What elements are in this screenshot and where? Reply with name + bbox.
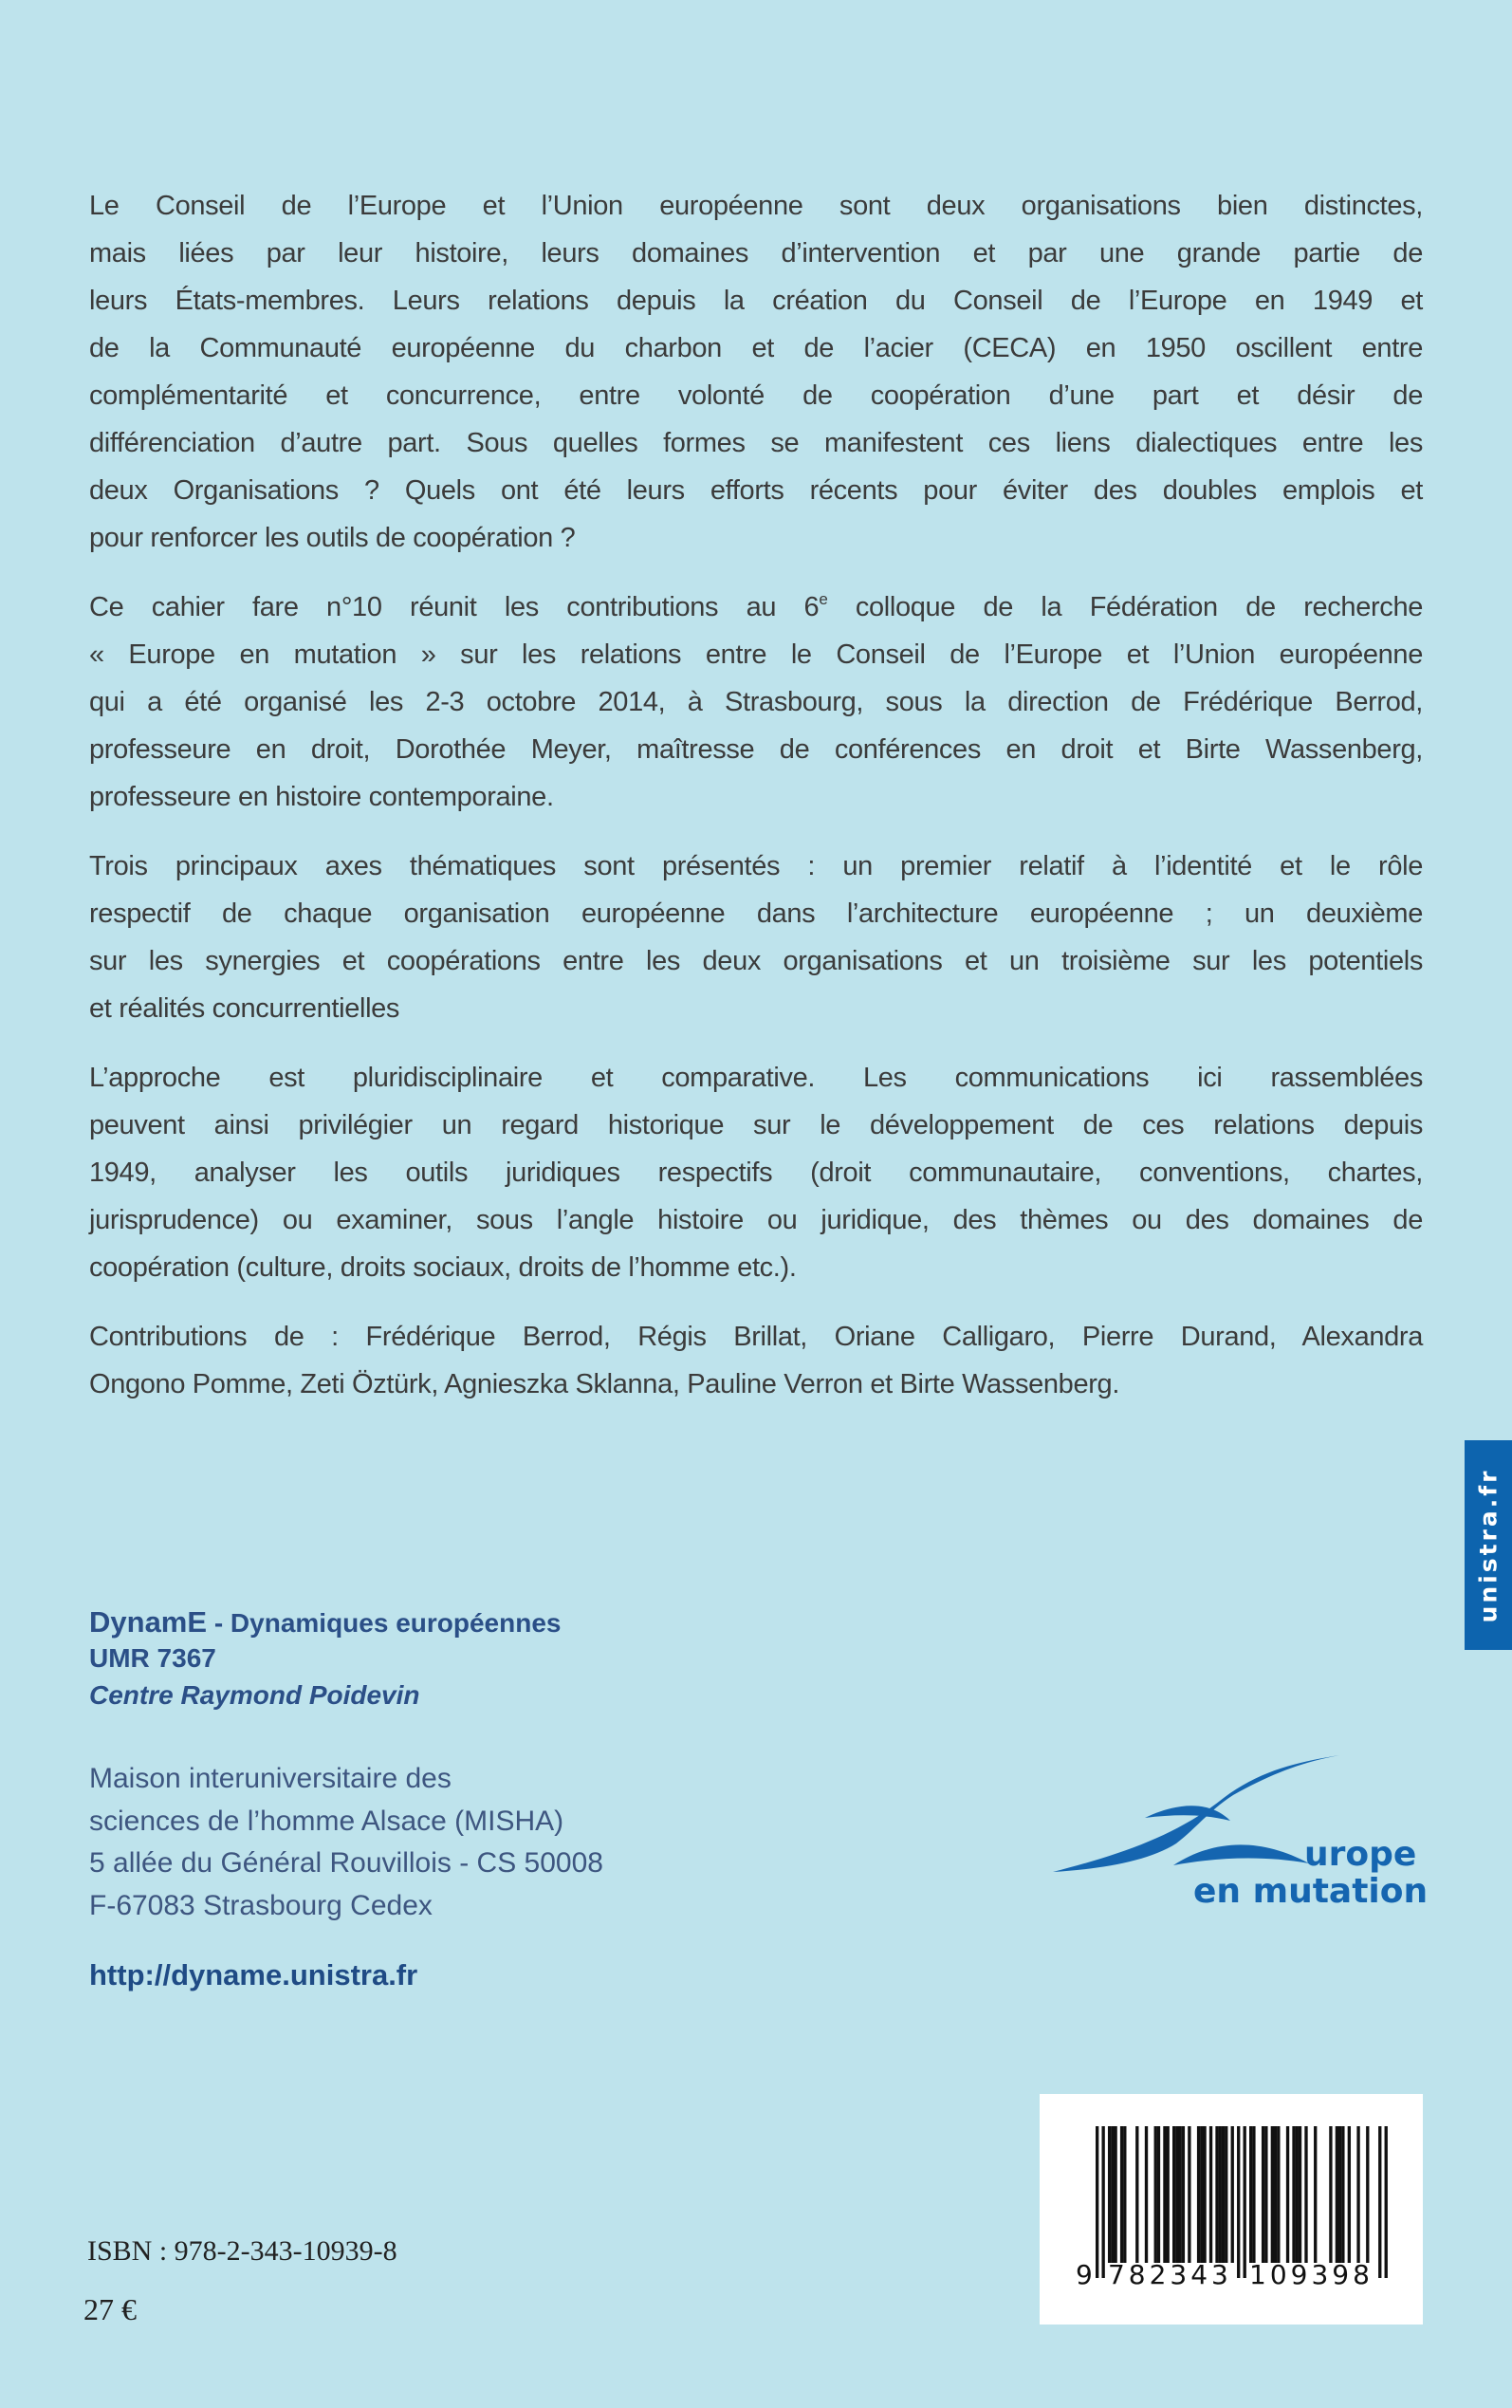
barcode-bar — [1237, 2126, 1240, 2278]
logo-text-en-mutation: en mutation — [1193, 1872, 1429, 1911]
paragraph — [89, 583, 1423, 821]
address-line: sciences de l’homme Alsace (MISHA) — [89, 1806, 564, 1837]
barcode-bar — [1178, 2126, 1181, 2263]
barcode-bar — [1264, 2126, 1267, 2263]
text-line: de la Communauté européenne du charbon et de l’acier (CECA) en 1950 oscillent entre — [89, 333, 1423, 363]
barcode-bar — [1096, 2126, 1098, 2278]
price-label: 27 € — [83, 2292, 137, 2326]
barcode-bar — [1200, 2126, 1203, 2263]
text-line: qui a été organisé les 2-3 octobre 2014, à Strasbourg, sous la direction de Frédérique Berrod, — [89, 687, 1423, 717]
barcode-bar — [1338, 2126, 1341, 2263]
barcode-bar — [1215, 2126, 1218, 2263]
text-line: mais liées par leur histoire, leurs domaines d’intervention et par une grande partie de — [89, 238, 1423, 269]
text-line: pour renforcer les outils de coopération ? — [89, 523, 576, 553]
barcode-bar — [1296, 2126, 1299, 2263]
barcode-digits: 109398 — [1249, 2259, 1374, 2290]
barcode-bar — [1163, 2126, 1166, 2263]
text-line: professeure en histoire contemporaine. — [89, 782, 554, 812]
barcode-bar — [1299, 2126, 1301, 2263]
publisher-name-sub: - Dynamiques européennes — [207, 1608, 562, 1638]
barcode-bar — [1231, 2126, 1234, 2263]
text-line: leurs États-membres. Leurs relations depuis la création du Conseil de l’Europe en 1949 et — [89, 286, 1423, 316]
barcode-digits: 9 — [1076, 2259, 1097, 2290]
barcode-bar — [1108, 2126, 1111, 2263]
text-line: 1949, analyser les outils juridiques respectifs (droit communautaire, conventions, chartes, — [89, 1158, 1423, 1188]
text-line: coopération (culture, droits sociaux, droits de l’homme etc.). — [89, 1252, 797, 1283]
text-line: sur les synergies et coopérations entre les deux organisations et un troisième sur les potentiels — [89, 946, 1423, 976]
barcode-digits: 782343 — [1107, 2259, 1232, 2290]
barcode-bar — [1145, 2126, 1148, 2263]
barcode-bar — [1154, 2126, 1157, 2263]
barcode-bar — [1292, 2126, 1295, 2263]
paragraph — [89, 843, 1423, 1032]
text-line: L’approche est pluridisciplinaire et comparative. Les communications ici rassemblées — [89, 1063, 1423, 1093]
barcode-bar — [1225, 2126, 1227, 2263]
barcode-bar — [1271, 2126, 1274, 2263]
barcode-bar — [1378, 2126, 1381, 2278]
back-cover-text — [89, 182, 1423, 1430]
paragraph — [89, 1313, 1423, 1408]
barcode-bar — [1175, 2126, 1178, 2263]
barcode-bar — [1336, 2126, 1338, 2263]
europe-en-mutation-logo — [1043, 1746, 1442, 1917]
text-line: jurisprudence) ou examiner, sous l’angle histoire ou juridique, des thèmes ou des domaines de — [89, 1205, 1423, 1235]
text-line: Contributions de : Frédérique Berrod, Régis Brillat, Oriane Calligaro, Pierre Durand, Alexandra — [89, 1322, 1423, 1352]
address-line: Maison interuniversitaire des — [89, 1763, 452, 1794]
text-line: Le Conseil de l’Europe et l’Union européenne sont deux organisations bien distinctes, — [89, 191, 1423, 221]
text-line: « Europe en mutation » sur les relations entre le Conseil de l’Europe et l’Union européenne — [89, 639, 1423, 670]
barcode-bar — [1167, 2126, 1170, 2263]
barcode-bar — [1157, 2126, 1160, 2263]
text-line: respectif de chaque organisation européenne dans l’architecture européenne ; un deuxième — [89, 898, 1423, 929]
barcode-bar — [1244, 2126, 1246, 2278]
logo-swoosh-lower — [1173, 1844, 1309, 1865]
text-line: différenciation d’autre part. Sous quelles formes se manifestent ces liens dialectiques entre les — [89, 428, 1423, 458]
logo-text-urope: urope — [1304, 1835, 1417, 1874]
barcode-bar — [1123, 2126, 1126, 2263]
barcode-bar — [1222, 2126, 1225, 2263]
barcode-bar — [1111, 2126, 1114, 2263]
text-line: deux Organisations ? Quels ont été leurs efforts récents pour éviter des doubles emplois et — [89, 475, 1423, 506]
barcode-bar — [1209, 2126, 1212, 2263]
publisher-url-link[interactable]: http://dyname.unistra.fr — [89, 1958, 418, 1991]
barcode-bar — [1114, 2126, 1116, 2263]
barcode-bar — [1252, 2126, 1255, 2263]
umr-label: UMR 7367 — [89, 1643, 216, 1673]
barcode-bar — [1329, 2126, 1332, 2263]
barcode-bar — [1356, 2126, 1359, 2263]
publisher-heading — [89, 1605, 561, 1639]
barcode-bar — [1286, 2126, 1289, 2263]
paragraph — [89, 1054, 1423, 1291]
barcode-bar — [1219, 2126, 1222, 2263]
barcode-bar — [1385, 2126, 1388, 2278]
barcode-bar — [1274, 2126, 1277, 2263]
text-line: et réalités concurrentielles — [89, 993, 400, 1024]
text-line: professeure en droit, Dorothée Meyer, maîtresse de conférences en droit et Birte Wassenberg, — [89, 734, 1423, 765]
barcode-bar — [1188, 2126, 1190, 2263]
barcode-bar — [1341, 2126, 1344, 2263]
superscript: e — [819, 590, 828, 608]
barcode-bar — [1304, 2126, 1307, 2263]
barcode-bars — [1040, 2094, 1423, 2325]
publisher-name: DynamE — [89, 1605, 208, 1639]
barcode-bar — [1249, 2126, 1252, 2263]
text-line: Ongono Pomme, Zeti Öztürk, Agnieszka Sklanna, Pauline Verron et Birte Wassenberg. — [89, 1369, 1120, 1399]
paragraph — [89, 182, 1423, 562]
barcode-bar — [1120, 2126, 1123, 2263]
barcode-bar — [1203, 2126, 1206, 2263]
barcode-bar — [1277, 2126, 1280, 2263]
barcode-bar — [1172, 2126, 1175, 2263]
text-line: Ce cahier fare n°10 réunit les contributions au 6e colloque de la Fédération de recherche — [89, 590, 1423, 622]
unistra-label: unistra.fr — [1474, 1468, 1503, 1622]
barcode-bar — [1101, 2126, 1104, 2278]
barcode — [1040, 2094, 1423, 2325]
barcode-bar — [1366, 2126, 1369, 2263]
barcode-bar — [1348, 2126, 1351, 2263]
text-line: complémentarité et concurrence, entre volonté de coopération d’une part et désir de — [89, 380, 1423, 411]
unistra-side-tab — [1465, 1440, 1512, 1650]
barcode-bar — [1197, 2126, 1200, 2263]
barcode-bar — [1314, 2126, 1317, 2263]
isbn-label: ISBN : 978-2-343-10939-8 — [87, 2235, 397, 2267]
centre-label: Centre Raymond Poidevin — [89, 1680, 420, 1710]
barcode-bar — [1135, 2126, 1138, 2263]
barcode-bar — [1262, 2126, 1264, 2263]
barcode-bar — [1182, 2126, 1185, 2263]
text-line: peuvent ainsi privilégier un regard historique sur le développement de ces relations depuis — [89, 1110, 1423, 1140]
address-line: 5 allée du Général Rouvillois - CS 50008 — [89, 1847, 603, 1879]
text-line: Trois principaux axes thématiques sont présentés : un premier relatif à l’identité et le rôle — [89, 851, 1423, 881]
address-line: F-67083 Strasbourg Cedex — [89, 1890, 433, 1921]
logo-swoosh-middle — [1145, 1806, 1230, 1821]
